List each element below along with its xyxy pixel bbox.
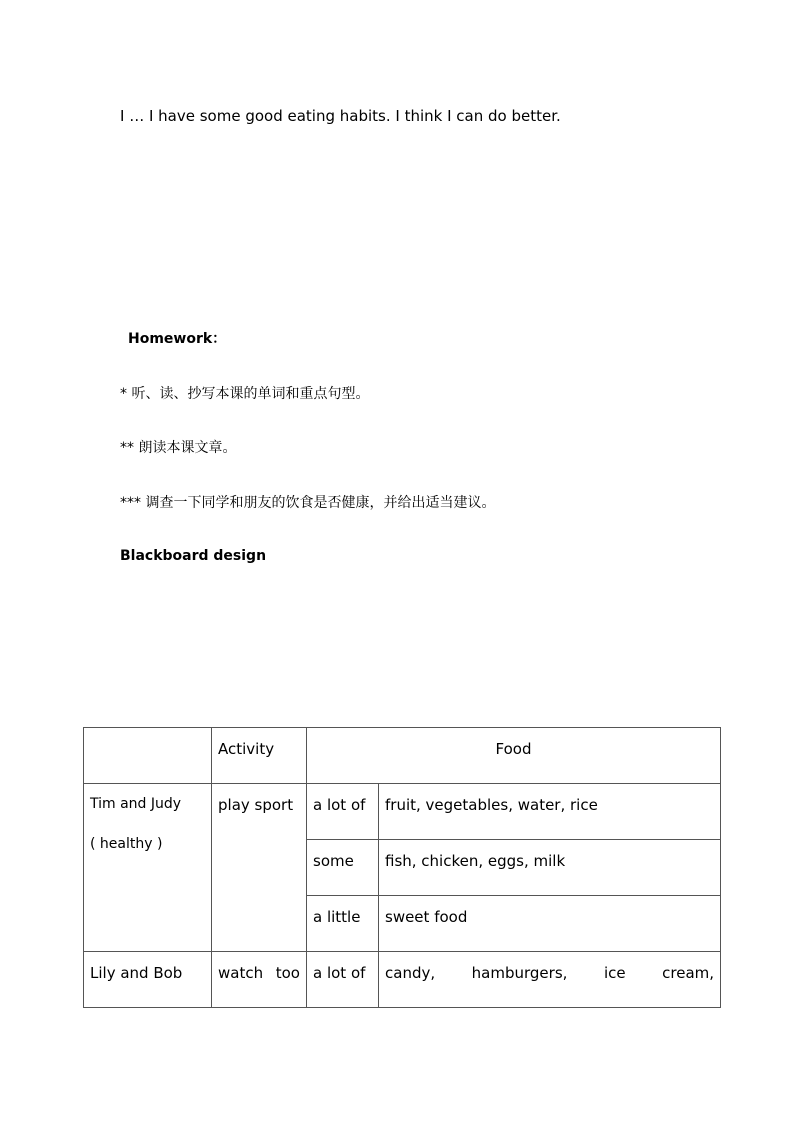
- group-name-cell: [84, 784, 212, 952]
- group-note: ( healthy ): [90, 836, 163, 852]
- activity-cell: [212, 952, 307, 1008]
- foods-spread: [385, 964, 714, 982]
- food-word: hamburgers,: [471, 964, 568, 982]
- amount-cell: some: [307, 840, 379, 896]
- amount-cell: a lot of: [307, 952, 379, 1008]
- homework-heading: Homework：: [128, 331, 227, 347]
- intro-sentence: I … I have some good eating habits. I think I can do better.: [120, 107, 561, 125]
- header-food: Food: [307, 728, 721, 784]
- food-word: cream,: [662, 964, 715, 982]
- table-row: [84, 784, 721, 840]
- blackboard-table: [83, 727, 721, 1008]
- amount-cell: a little: [307, 896, 379, 952]
- foods-cell: fruit, vegetables, water, rice: [379, 784, 721, 840]
- group-name-cell: Lily and Bob: [84, 952, 212, 1008]
- food-word: ice: [603, 964, 626, 982]
- homework-item: *** 调查一下同学和朋友的饮食是否健康，并给出适当建议。: [120, 495, 496, 511]
- amount-cell: a lot of: [307, 784, 379, 840]
- table-row: [84, 952, 721, 1008]
- activity-cell: play sport: [212, 784, 307, 952]
- foods-cell: sweet food: [379, 896, 721, 952]
- foods-cell: fish, chicken, eggs, milk: [379, 840, 721, 896]
- homework-item: ** 朗读本课文章。: [120, 440, 237, 456]
- activity-word: watch: [218, 964, 264, 982]
- food-word: candy,: [385, 964, 436, 982]
- activity-word: too: [275, 964, 300, 982]
- group-name: Tim and Judy: [90, 796, 182, 812]
- activity-spread: [218, 964, 300, 982]
- header-empty-cell: [84, 728, 212, 784]
- homework-item: * 听、读、抄写本课的单词和重点句型。: [120, 386, 370, 402]
- table-header-row: [84, 728, 721, 784]
- header-activity: Activity: [212, 728, 307, 784]
- blackboard-design-heading: Blackboard design: [120, 548, 267, 564]
- foods-cell: [379, 952, 721, 1008]
